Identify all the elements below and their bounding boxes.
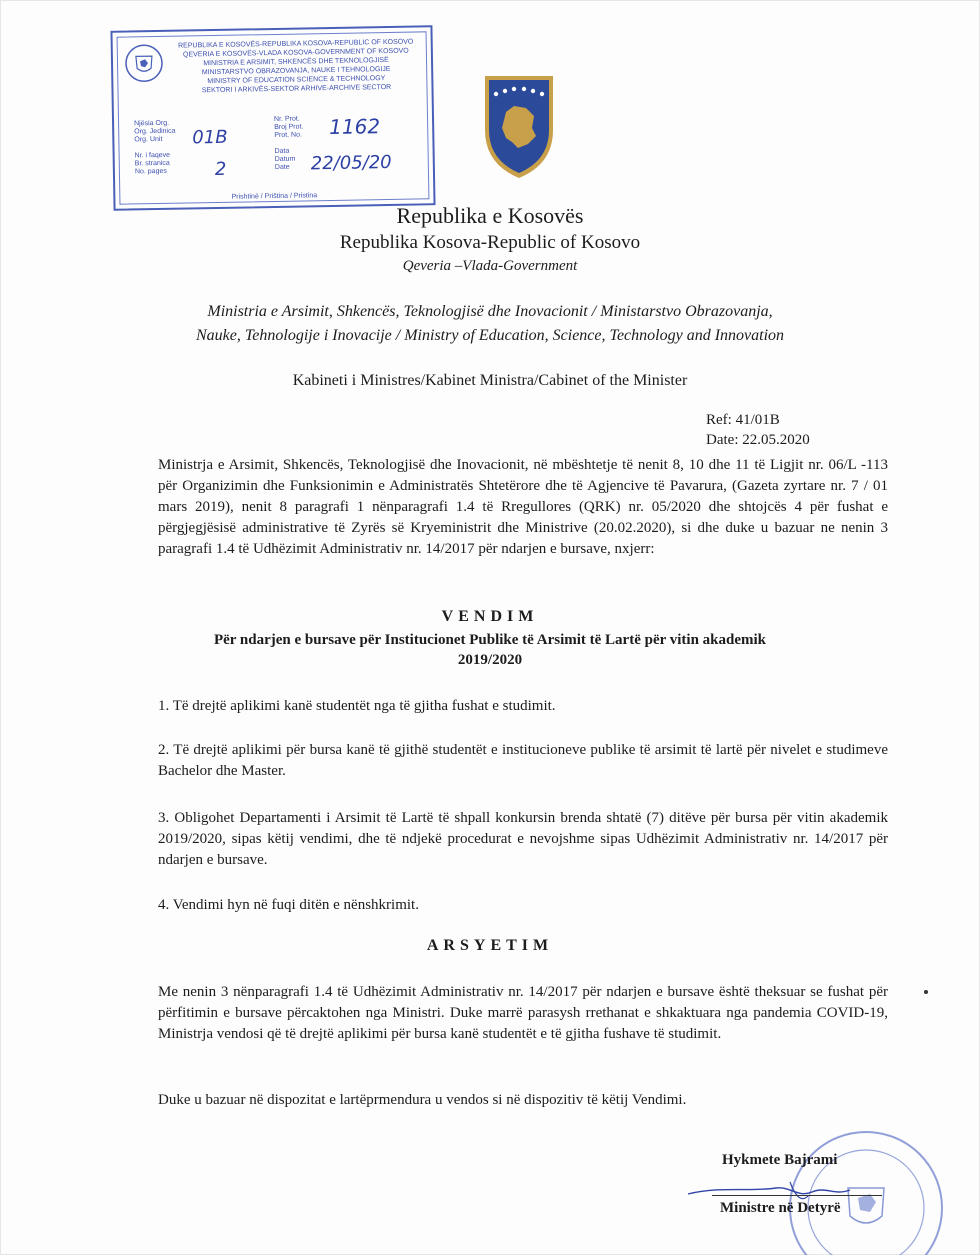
stray-mark — [924, 990, 928, 994]
decision-subtitle: Për ndarjen e bursave për Institucionet Publike të Arsimit të Lartë për vitin akademik 2019/2020 — [213, 632, 767, 668]
government-line: Qeveria –Vlada-Government — [402, 258, 578, 274]
decision-item-2: 2. Të drejtë aplikimi për bursa kanë të gjithë studentët e institucioneve publike të arsimit të lartë për nivelet e studimeve Bachelor dhe Master. — [158, 742, 888, 779]
stamp-prot-no: 1162 — [328, 114, 381, 140]
cabinet-line: Kabineti i Ministres/Kabinet Ministra/Cabinet of the Minister — [292, 372, 688, 389]
stamp-labels-right: Nr. Prot. Broj Prot. Prot. No. Data Datum Date — [273, 115, 304, 171]
closing-paragraph: Duke u bazuar në dispozitat e lartëprmendura u vendos si në dispozitiv të këtij Vendimi. — [158, 1092, 687, 1108]
reasoning-heading: ARSYETIM — [426, 937, 554, 954]
decision-item-3: 3. Obligohet Departamenti i Arsimit të Lartë të shpall konkursin brenda shtatë (7) ditëve për bursa për vitin akademik 2019/2020, sipas këtij vendimi, dhe të ndjekë procedurat e nevojshme sipas Udhëzimit Administrativ nr. 14/2017 për ndarjen e bursave. — [158, 810, 888, 868]
kosovo-coat-of-arms-icon — [482, 72, 556, 180]
reference-block — [706, 410, 810, 450]
reference-number: Ref: 41/01B — [706, 412, 780, 428]
decision-heading: VENDIM — [441, 608, 539, 625]
intro-paragraph: Ministrja e Arsimit, Shkencës, Teknologjisë dhe Inovacionit, në mbështetje të nenit 8, 10 dhe 11 të Ligjit nr. 06/L -113 për Organizimin dhe Funksionimin e Administratës Shtetërore dhe të Agjencive të Pavarura, (Gazeta zyrtare nr. 7 / 01 mars 2019), nenit 8 paragrafi 1 nënparagrafi 1.4 të Rregullores (QRK) nr. 05/2020 dhe shtojcës 4 për fushat e përgjegjësisë administrative të Zyrës së Kryeministrit dhe Ministrive (20.02.2020), si dhe duke u bazuar ne nenin 3 paragrafi 1.4 të Udhëzimit Administrativ nr. 14/2017 për ndarjen e bursave, nxjerr: — [158, 457, 888, 557]
decision-item-4: 4. Vendimi hyn në fuqi ditën e nënshkrimit. — [158, 897, 419, 913]
signatory-title: Ministre në Detyrë — [720, 1200, 841, 1216]
stamp-org-unit: 01B — [192, 126, 228, 149]
stamp-date: 22/05/20 — [310, 151, 392, 175]
stamp-labels-left: Njësia Org. Org. Jedinica Org. Unit Nr. i faqeve Br. stranica No. pages — [134, 119, 176, 176]
signature-line — [712, 1195, 882, 1196]
signatory-name: Hykmete Bajrami — [722, 1152, 838, 1168]
stamp-emblem-icon — [123, 42, 166, 85]
decision-item-1: 1. Të drejtë aplikimi kanë studentët nga të gjitha fushat e studimit. — [158, 698, 556, 714]
registry-stamp — [110, 25, 435, 211]
stamp-header: REPUBLIKA E KOSOVËS-REPUBLIKA KOSOVA-REPUBLIC OF KOSOVO QEVERIA E KOSOVËS-VLADA KOSOVA-GOVERNMENT OF KOSOVO MINISTRIA E ARSIMIT, SHKENCËS DHE TEKNOLOGJISË MINISTARSTVO OBRAZOVANJA, NAUKE I TEHNOLOGIJE MINISTRY OF EDUCATION SCIENCE & TECHNOLOGY SEKTORI I ARKIVËS-SEKTOR ARHIVE-ARCHIVE SECTOR — [178, 38, 414, 95]
republic-title-alt: Republika Kosova-Republic of Kosovo — [339, 232, 641, 253]
stamp-pages: 2 — [214, 158, 227, 181]
ministry-name: Ministria e Arsimit, Shkencës, Teknologjisë dhe Inovacionit / Ministarstvo Obrazovanja, Nauke, Tehnologije i Inovacije / Ministry of Education, Science, Technology and Innovation — [195, 303, 785, 344]
reference-date: Date: 22.05.2020 — [706, 432, 810, 448]
reasoning-paragraph: Me nenin 3 nënparagrafi 1.4 të Udhëzimit Administrativ nr. 14/2017 për ndarjen e bursave është theksuar se fushat për përfitimin e bursave përcaktohen nga Ministri. Duke marrë parasysh rrethanat e shkaktuara nga pandemia COVID-19, Ministrja vendosi që të drejtë aplikimi për bursa kanë studentët e të gjitha fushave të studimit. — [158, 984, 888, 1042]
stamp-footer: Prishtinë / Priština / Pristina — [231, 192, 318, 201]
republic-title: Republika e Kosovës — [396, 203, 584, 228]
